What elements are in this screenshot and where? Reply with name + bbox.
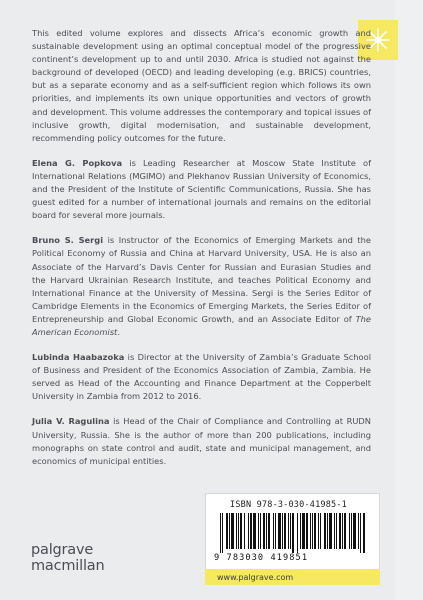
bio-text: is Instructor of the Economics of Emerging Markets and the Political Economy of Russia and China at Harvard University, USA. He is also an Associate of the Harvard’s Davis Center for Russian and Eurasian Studies and the Harvard Ukrainian Research Institute, and teaches Political Economy and International Finance at the University of Messina. Sergi is the Series Editor of Cambridge Elements in the Economics of Emerging Markets, the Series Editor of Entrepreneurship and Global Economic Growth, and an Associate Editor of (32, 235, 371, 324)
barcode-stripe (312, 513, 313, 549)
spine-edge (395, 0, 423, 600)
barcode-stripe (240, 513, 242, 549)
barcode-stripe (339, 513, 341, 549)
barcode-stripe (260, 513, 261, 549)
blurb-paragraph: This edited volume explores and dissects Africa’s economic growth and sustainable development using an optimal conceptual model of the progressive continent’s development up to and until 2030. Africa is studied not against the background of developed (OECD) and leading developing (e.g. BRICS) countries, but as a separate economy and as a self-sufficient region which follows its own priorities, and implements its own unique opportunities and vectors of growth and development. This volume addresses the contemporary and topical issues of inclusive growth, digital modernisation, and sustainable development, recommending policy outcomes for the future. (32, 28, 371, 143)
barcode-stripe (266, 513, 267, 549)
barcode-stripe (302, 513, 305, 549)
barcode-stripe (231, 513, 234, 549)
barcode-stripe (229, 513, 230, 549)
publisher-logo (31, 542, 104, 574)
back-cover-text (32, 27, 371, 468)
barcode-stripe (336, 513, 337, 549)
publisher-name-line1: palgrave (31, 542, 94, 558)
barcode-stripe (275, 513, 276, 549)
publisher-url[interactable]: www.palgrave.com (205, 569, 380, 585)
barcode-stripe (314, 513, 316, 549)
barcode-stripe (236, 513, 237, 549)
barcode-stripe (327, 513, 328, 549)
isbn-label: ISBN 978-3-030-41985-1 (230, 500, 347, 510)
barcode-stripe (342, 513, 343, 549)
barcode-stripe (358, 513, 359, 549)
barcode-stripe (363, 513, 365, 553)
barcode-stripe (268, 513, 270, 549)
bio-paragraph (32, 415, 371, 467)
barcode-box (205, 493, 380, 570)
barcode-stripe (273, 513, 274, 549)
bio-paragraph (32, 157, 371, 222)
barcode-stripe (349, 513, 350, 549)
barcode-stripe (320, 513, 321, 549)
author-name: Julia V. Ragulina (32, 416, 110, 427)
author-name: Elena G. Popkova (32, 157, 123, 168)
barcode-stripe (329, 513, 332, 549)
barcode-stripe (324, 513, 326, 549)
bio-paragraph (32, 234, 371, 339)
barcode-stripe (360, 513, 361, 553)
barcode-stripe (250, 513, 252, 549)
publisher-name-line2: macmillan (31, 558, 105, 574)
bio-paragraph (32, 351, 371, 403)
barcode-stripe (278, 513, 281, 549)
bio-text-end: . (117, 326, 120, 337)
barcode-stripe (244, 513, 245, 549)
barcode-digits: 9 783030 419851 (214, 553, 309, 563)
barcode-stripe (288, 513, 289, 549)
barcode-stripe (292, 513, 294, 553)
barcode-stripe (318, 513, 319, 549)
barcode-stripe (334, 513, 335, 549)
barcode-stripe (310, 513, 311, 549)
barcode-stripe (226, 513, 228, 549)
bio-text: is Head of the Chair of Compliance and Controlling at RUDN University, Russia. She is the author of more than 200 publications, including monographs on state control and audit, state and municipal management, and economics of municipal entities. (32, 416, 372, 466)
barcode-stripe (222, 513, 223, 553)
barcode-stripe (351, 513, 352, 549)
barcode-stripe (248, 513, 249, 549)
barcode-icon (218, 513, 368, 553)
barcode-stripe (282, 513, 283, 549)
barcode-stripe (344, 513, 346, 549)
barcode-stripe (306, 513, 308, 549)
barcode-stripe (290, 513, 291, 549)
barcode-stripe (263, 513, 265, 549)
barcode-stripe (253, 513, 256, 549)
barcode-stripe (353, 513, 356, 549)
barcode-stripe (297, 513, 298, 553)
barcode-stripe (258, 513, 259, 549)
barcode-stripe (284, 513, 286, 549)
bio-text: is Leading Researcher at Moscow State Institute of International Relations (MGIMO) and Plekhanov Russian University of Economics, and the President of the Institute of Scientific Communications, Russia. She has guest edited for a number of international journals and remains on the editorial board for several more journals. (32, 157, 371, 221)
bio-text: is Director at the University of Zambia’s Graduate School of Business and President of the Economics Association of Zambia, Zambia. He served as Head of the Accounting and Finance Department at the Copperbelt University in Zambia from 2012 to 2016. (32, 352, 372, 402)
journal-title: The American Economist (32, 313, 371, 337)
author-name: Lubinda Haabazoka (32, 352, 125, 363)
barcode-stripe (220, 513, 221, 553)
barcode-stripe (300, 513, 301, 549)
barcode-stripe (238, 513, 239, 549)
author-name: Bruno S. Sergi (32, 235, 104, 246)
